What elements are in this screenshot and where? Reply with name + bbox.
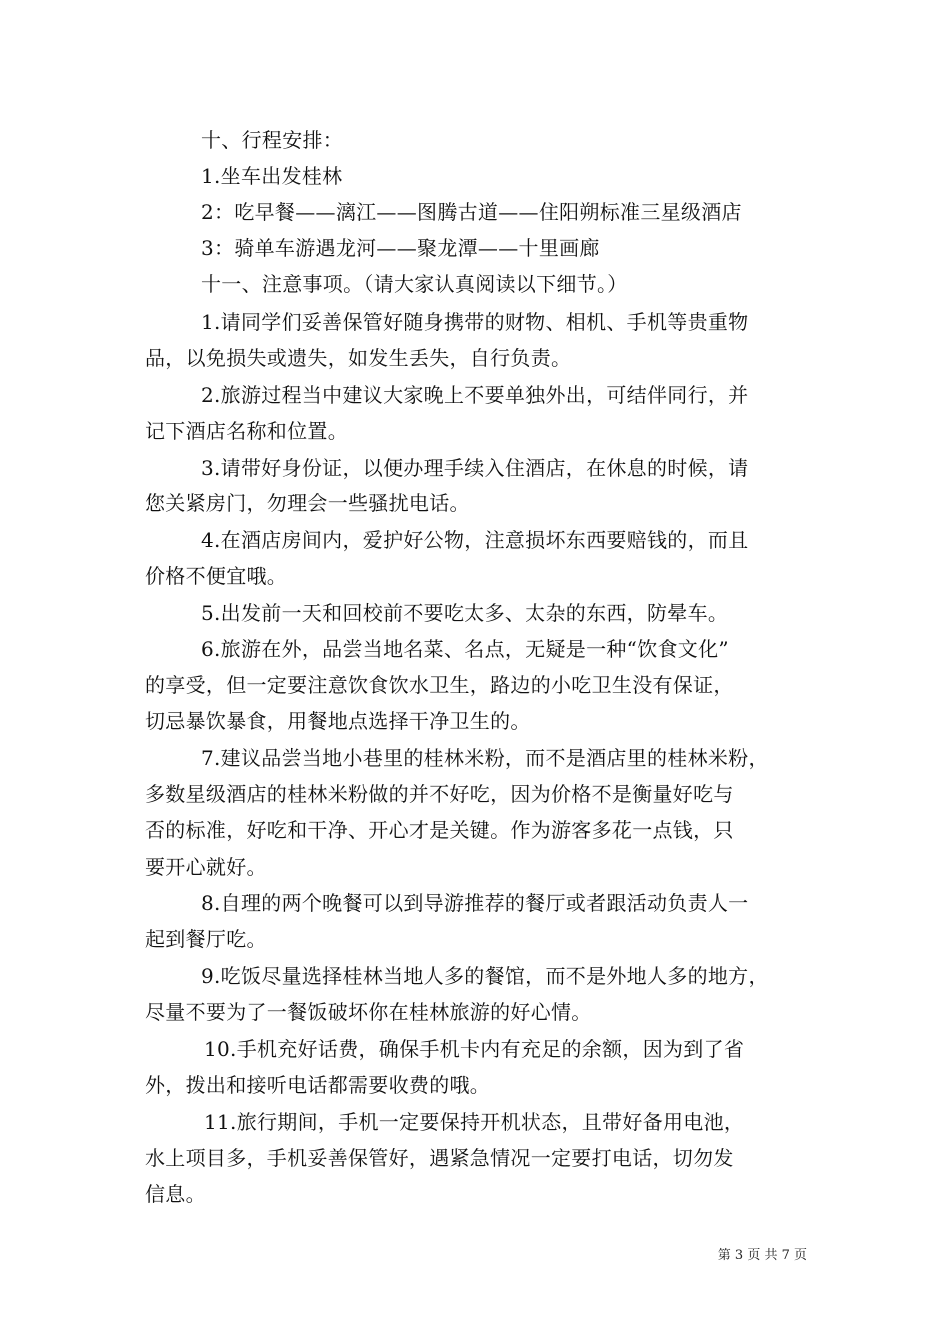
notice-2-line-1: 2.旅游过程当中建议大家晚上不要单独外出，可结伴同行，并 bbox=[201, 383, 749, 407]
notice-10-line-1: 10.手机充好话费，确保手机卡内有充足的余额，因为到了省 bbox=[204, 1037, 745, 1061]
itinerary-item-1: 1.坐车出发桂林 bbox=[201, 164, 343, 188]
itinerary-item-2: 2：吃早餐——漓江——图腾古道——住阳朔标准三星级酒店 bbox=[201, 200, 742, 224]
notice-9-line-2: 尽量不要为了一餐饭破坏你在桂林旅游的好心情。 bbox=[145, 1000, 592, 1024]
notice-7-line-2: 多数星级酒店的桂林米粉做的并不好吃，因为价格不是衡量好吃与 bbox=[145, 782, 734, 806]
notice-2-line-2: 记下酒店名称和位置。 bbox=[145, 419, 348, 443]
page-number: 第 3 页 共 7 页 bbox=[717, 1248, 807, 1263]
section-heading-itinerary: 十、行程安排： bbox=[201, 128, 344, 152]
notice-1-line-1: 1.请同学们妥善保管好随身携带的财物、相机、手机等贵重物 bbox=[201, 310, 749, 334]
notice-11-line-1: 11.旅行期间，手机一定要保持开机状态，且带好备用电池， bbox=[204, 1110, 745, 1134]
notice-3-line-1: 3.请带好身份证，以便办理手续入住酒店，在休息的时候，请 bbox=[201, 456, 749, 480]
section-heading-notices: 十一、注意事项。（请大家认真阅读以下细节。） bbox=[201, 272, 628, 296]
notice-4-line-2: 价格不便宜哦。 bbox=[145, 564, 288, 588]
notice-9-line-1: 9.吃饭尽量选择桂林当地人多的餐馆，而不是外地人多的地方， bbox=[201, 964, 769, 988]
notice-10-line-2: 外，拨出和接听电话都需要收费的哦。 bbox=[145, 1073, 491, 1097]
notice-11-line-2: 水上项目多，手机妥善保管好，遇紧急情况一定要打电话，切勿发 bbox=[145, 1146, 734, 1170]
itinerary-item-3: 3：骑单车游遇龙河——聚龙潭——十里画廊 bbox=[201, 236, 600, 260]
notice-4-line-1: 4.在酒店房间内，爱护好公物，注意损坏东西要赔钱的，而且 bbox=[201, 528, 749, 552]
notice-3-line-2: 您关紧房门，勿理会一些骚扰电话。 bbox=[145, 491, 470, 515]
notice-5-line-1: 5.出发前一天和回校前不要吃太多、太杂的东西，防晕车。 bbox=[201, 601, 729, 625]
notice-1-line-2: 品，以免损失或遗失，如发生丢失，自行负责。 bbox=[145, 346, 572, 370]
notice-6-line-3: 切忌暴饮暴食，用餐地点选择干净卫生的。 bbox=[145, 709, 531, 733]
notice-8-line-1: 8.自理的两个晚餐可以到导游推荐的餐厅或者跟活动负责人一 bbox=[201, 891, 749, 915]
notice-7-line-4: 要开心就好。 bbox=[145, 855, 267, 879]
notice-6-line-1: 6.旅游在外，品尝当地名菜、名点，无疑是一种“饮食文化” bbox=[201, 637, 729, 661]
notice-7-line-3: 否的标准，好吃和干净、开心才是关键。作为游客多花一点钱，只 bbox=[145, 818, 734, 842]
notice-11-line-3: 信息。 bbox=[145, 1182, 206, 1206]
notice-6-line-2: 的享受，但一定要注意饮食饮水卫生，路边的小吃卫生没有保证， bbox=[145, 673, 734, 697]
notice-7-line-1: 7.建议品尝当地小巷里的桂林米粉，而不是酒店里的桂林米粉， bbox=[201, 746, 769, 770]
notice-8-line-2: 起到餐厅吃。 bbox=[145, 927, 267, 951]
